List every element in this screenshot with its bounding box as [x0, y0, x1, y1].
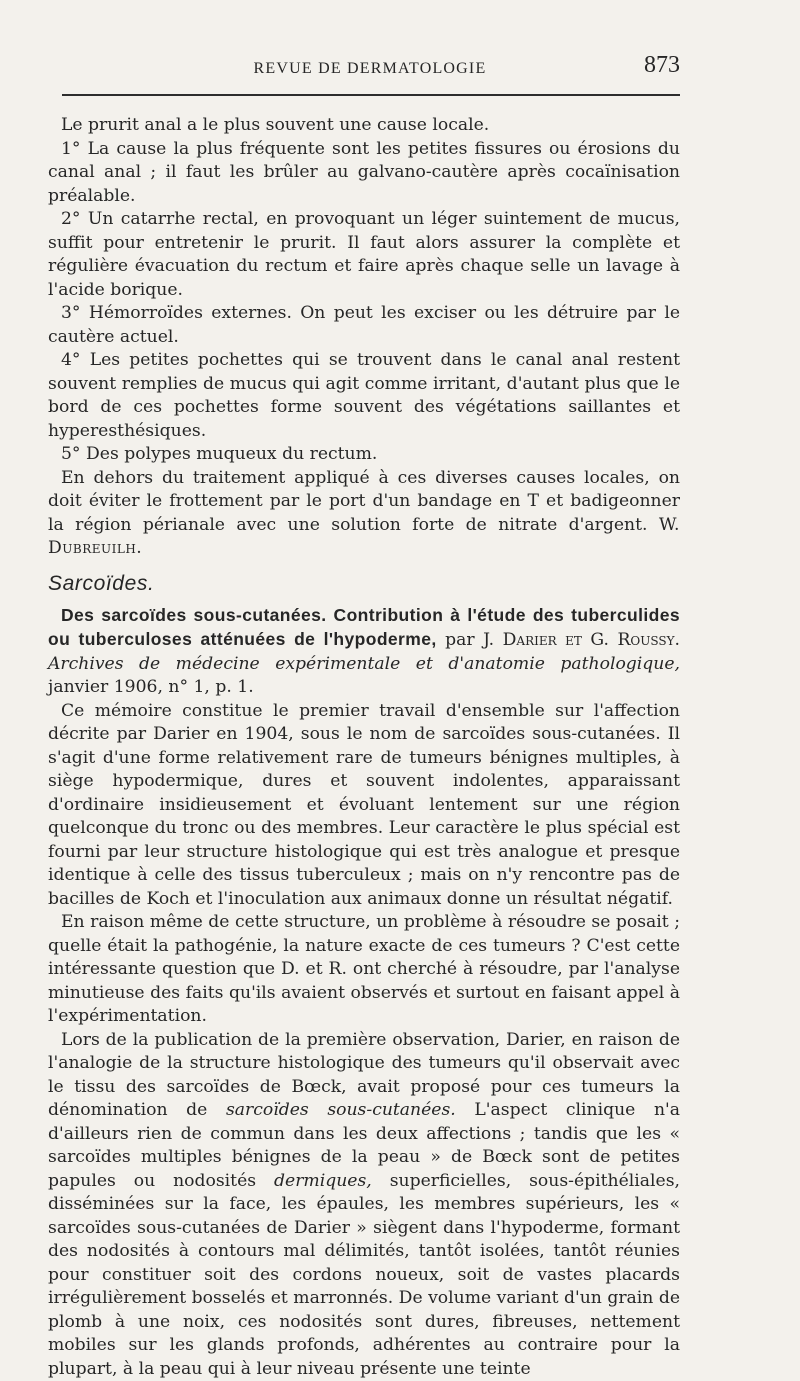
article-authors: J. Darier et G. Roussy.: [483, 630, 680, 650]
header-rule: [62, 94, 680, 96]
conclusion-text: En dehors du traitement appliqué à ces diverses causes locales, on doit éviter le frottement par le port d'un bandage en T et badigeonner la région périanale avec une solution forte de nitrate d'argent.: [48, 468, 680, 535]
article-title: Des sarcoïdes sous-cutanées. Contribution à l'étude des tuberculides ou tuberculoses atténuées de l'hypoderme,: [48, 605, 680, 650]
p3-emphasis-2: dermiques,: [274, 1171, 372, 1191]
cause-5: 5° Des polypes muqueux du rectum.: [48, 443, 680, 467]
cause-3: 3° Hémorroïdes externes. On peut les exciser ou les détruire par le cautère actuel.: [48, 302, 680, 349]
author-signature: W. Dubreuilh.: [48, 515, 680, 559]
running-title: REVUE DE DERMATOLOGIE: [240, 60, 500, 78]
cause-2: 2° Un catarrhe rectal, en provoquant un léger suintement de mucus, suffit pour entretenir le prurit. Il faut alors assurer la complète et régulière évacuation du rectum et faire après chaque selle un lavage à l'acide borique.: [48, 208, 680, 302]
article-journal: Archives de médecine expérimentale et d'anatomie pathologique,: [48, 654, 680, 674]
p3-emphasis-1: sarcoïdes sous-cutanées.: [226, 1100, 456, 1120]
page-body: [48, 114, 680, 1381]
body-paragraph-1: Ce mémoire constitue le premier travail d'ensemble sur l'affection décrite par Darier en 1904, sous le nom de sarcoïdes sous-cutanées. Il s'agit d'une forme relativement rare de tumeurs bénignes multiples, à siège hypodermique, dures et souvent indolentes, apparaissant d'ordinaire insidieusement et évoluant lentement sur une région quelconque du tronc ou des membres. Leur caractère le plus spécial est fourni par leur structure histologique qui est très analogue et presque identique à celle des tissus tuberculeux ; mais on n'y rencontre pas de bacilles de Koch et l'inoculation aux animaux donne un résultat négatif.: [48, 700, 680, 912]
p3-part-b: L'aspect clinique n'a d'ailleurs rien de commun dans les deux affections ; tandis que les « sarcoïdes multiples bénignes de la peau » de Bœck sont de petites papules ou nodosités: [48, 1100, 680, 1191]
article-issue: janvier 1906, n° 1, p. 1.: [48, 677, 254, 697]
article-by: par: [445, 630, 474, 650]
section-title: Sarcoïdes.: [48, 569, 680, 599]
body-paragraph-2: En raison même de cette structure, un problème à résoudre se posait ; quelle était la pathogénie, la nature exacte de ces tumeurs ? C'est cette intéressante question que D. et R. ont cherché à résoudre, par l'analyse minutieuse des faits qu'ils avaient observés et surtout en faisant appel à l'expérimentation.: [48, 911, 680, 1029]
cause-1: 1° La cause la plus fréquente sont les petites fissures ou érosions du canal anal ; il faut les brûler au galvano-cautère après cocaïnisation préalable.: [48, 138, 680, 209]
p3-part-a: Lors de la publication de la première observation, Darier, en raison de l'analogie de la structure histologique des tumeurs qu'il observait avec le tissu des sarcoïdes de Bœck, avait proposé pour ces tumeurs la dénomination de: [48, 1030, 680, 1121]
page-header: [0, 52, 800, 82]
article-reference: [48, 604, 680, 700]
p3-part-c: superficielles, sous-épithéliales, disséminées sur la face, les épaules, les membres supérieurs, les « sarcoïdes sous-cutanées de Darier » siègent dans l'hypoderme, formant des nodosités à contours mal délimités, tantôt isolées, tantôt réunies pour constituer soit des cordons noueux, soit de vastes placards irrégulièrement bosselés et marronnés. De volume variant d'un grain de plomb à une noix, ces nodosités sont dures, fibreuses, nettement mobiles sur les glands profonds, adhérentes au contraire pour la plupart, à la peau qui à leur niveau présente une teinte: [48, 1171, 680, 1379]
prurit-conclusion: [48, 467, 680, 561]
body-paragraph-3: [48, 1029, 680, 1381]
cause-4: 4° Les petites pochettes qui se trouvent dans le canal anal restent souvent remplies de mucus qui agit comme irritant, d'autant plus que le bord de ces pochettes forme souvent des végétations saillantes et hyperesthésiques.: [48, 349, 680, 443]
prurit-intro: Le prurit anal a le plus souvent une cause locale.: [48, 114, 680, 138]
page-number: 873: [614, 52, 680, 79]
